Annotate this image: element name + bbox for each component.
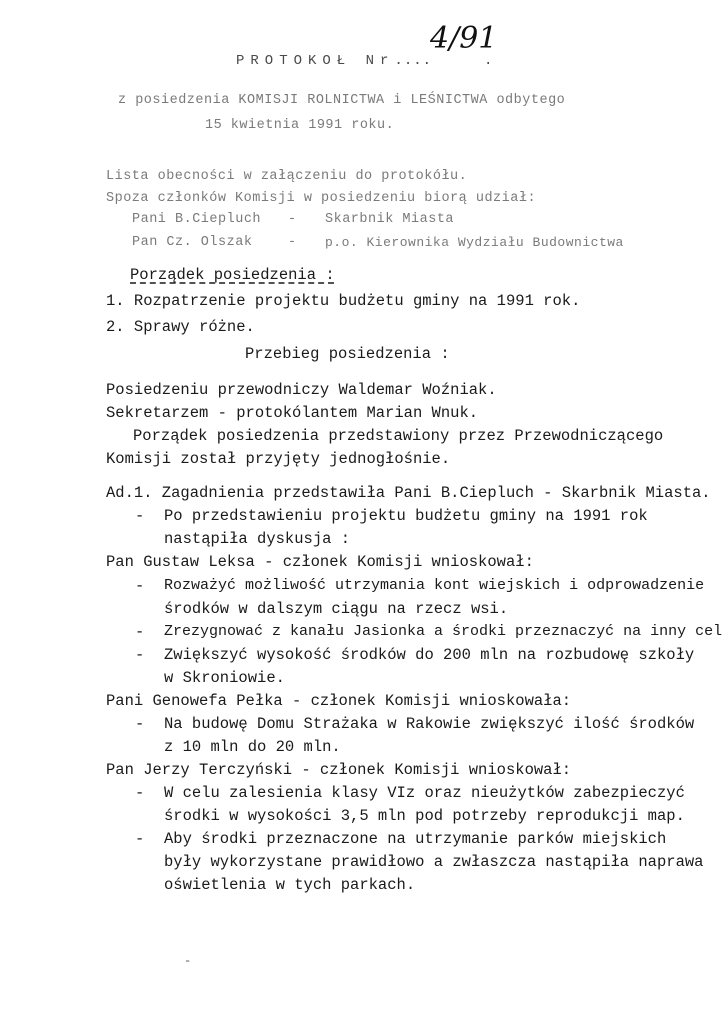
terczynski-bullet-1-line-2: środki w wysokości 3,5 mln pod potrzeby reprodukcji map. — [164, 807, 685, 825]
title-text: PROTOKOŁ Nr — [236, 53, 395, 69]
pelka-intro: Pani Genowefa Pełka - członek Komisji wnioskowała: — [106, 692, 572, 710]
leksa-bullet-3-line-1: Zwiększyć wysokość środków do 200 mln na rozbudowę szkoły — [164, 646, 695, 664]
guest-role-2: p.o. Kierownika Wydziału Budownictwa — [325, 235, 624, 250]
terczynski-bullet-2-line-2: były wykorzystane prawidłowo a zwłaszcza nastąpiła naprawa — [164, 853, 704, 871]
bullet-dash: - — [135, 646, 145, 664]
leksa-bullet-2: Zrezygnować z kanału Jasionka a środki przeznaczyć na inny cel — [164, 623, 723, 640]
bullet-dash: - — [135, 623, 145, 641]
subtitle-line-1: z posiedzenia KOMISJI ROLNICTWA i LEŚNICTWA odbytego — [118, 93, 566, 108]
title-trailing-dot: . — [484, 53, 494, 69]
leksa-intro: Pan Gustaw Leksa - członek Komisji wnioskował: — [106, 553, 534, 571]
pelka-bullet-1-line-2: z 10 mln do 20 mln. — [164, 738, 341, 756]
handwritten-protocol-number: 4/91 — [430, 21, 498, 56]
leksa-bullet-1-line-2: środków w dalszym ciągu na rzecz wsi. — [164, 600, 509, 618]
bullet-dash: - — [135, 715, 145, 733]
subtitle-line-2: 15 kwietnia 1991 roku. — [205, 118, 395, 133]
bullet-dash: - — [135, 577, 145, 595]
title-dots: .... — [394, 53, 433, 69]
pelka-bullet-1-line-1: Na budowę Domu Strażaka w Rakowie zwiększyć ilość środków — [164, 715, 695, 733]
page-footer-mark: - — [184, 954, 192, 968]
leksa-bullet-3-line-2: w Skroniowie. — [164, 669, 285, 687]
bullet-dash: - — [135, 507, 145, 525]
terczynski-bullet-1-line-1: W celu zalesienia klasy VIz oraz nieużytków zabezpieczyć — [164, 784, 685, 802]
bullet-dash: - — [135, 830, 145, 848]
document-title — [236, 52, 432, 70]
terczynski-bullet-2-line-3: oświetlenia w tych parkach. — [164, 876, 416, 894]
guest-sep-2: - — [288, 235, 297, 250]
leksa-bullet-1-line-1: Rozważyć możliwość utrzymania kont wiejskich i odprowadzenie — [164, 577, 705, 594]
proceedings-line-1: Posiedzeniu przewodniczy Waldemar Woźniak. — [106, 381, 497, 399]
bullet-dash: - — [135, 784, 145, 802]
terczynski-intro: Pan Jerzy Terczyński - członek Komisji wnioskował: — [106, 761, 572, 779]
agenda-item-1: 1. Rozpatrzenie projektu budżetu gminy na 1991 rok. — [106, 292, 581, 310]
attendance-line-2: Spoza członków Komisji w posiedzeniu biorą udział: — [106, 191, 537, 206]
agenda-heading: Porządek posiedzenia : — [130, 266, 335, 284]
terczynski-bullet-2-line-1: Aby środki przeznaczone na utrzymanie parków miejskich — [164, 830, 667, 848]
proceedings-line-4: Komisji został przyjęty jednogłośnie. — [106, 450, 451, 468]
proceedings-heading: Przebieg posiedzenia : — [245, 345, 450, 363]
guest-name-2: Pan Cz. Olszak — [132, 235, 253, 250]
guest-sep-1: - — [288, 212, 297, 227]
guest-name-1: Pani B.Ciepluch — [132, 212, 262, 227]
ad1-bullet-1-line-2: nastąpiła dyskusja : — [164, 530, 351, 548]
proceedings-line-2: Sekretarzem - protokólantem Marian Wnuk. — [106, 404, 479, 422]
ad1-bullet-1-line-1: Po przedstawieniu projektu budżetu gminy na 1991 rok — [164, 507, 648, 525]
agenda-item-2: 2. Sprawy różne. — [106, 318, 255, 336]
ad1-line: Ad.1. Zagadnienia przedstawiła Pani B.Ciepluch - Skarbnik Miasta. — [106, 484, 711, 502]
proceedings-line-3: Porządek posiedzenia przedstawiony przez Przewodniczącego — [133, 427, 664, 445]
guest-role-1: Skarbnik Miasta — [325, 212, 455, 227]
attendance-line-1: Lista obecności w załączeniu do protokółu. — [106, 169, 468, 184]
